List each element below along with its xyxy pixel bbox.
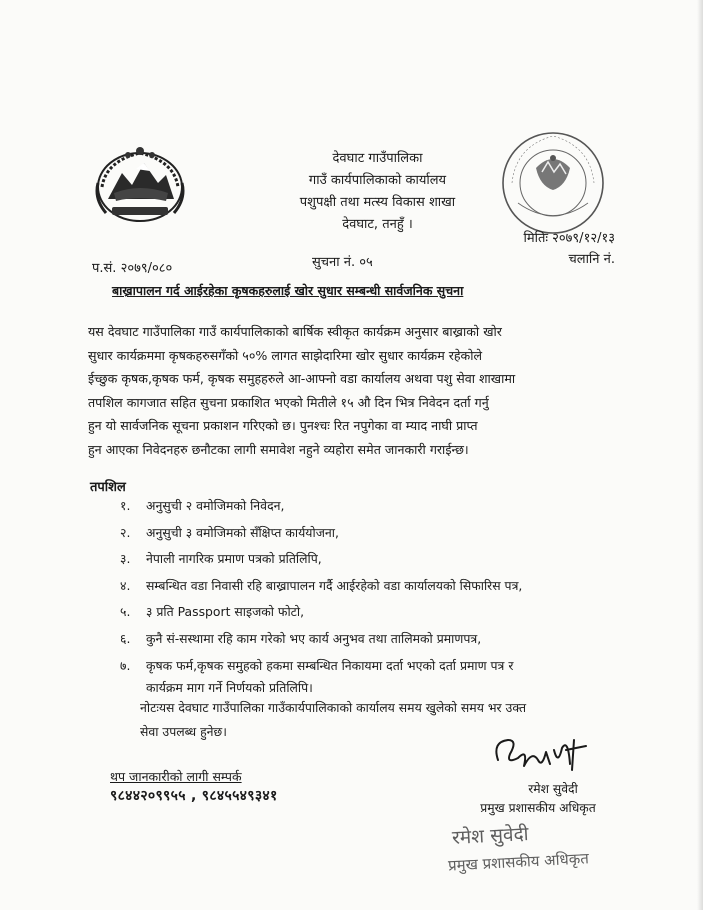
list-item bbox=[120, 599, 620, 626]
office-header bbox=[250, 148, 505, 236]
contact-phone-numbers: ९८४४२०९९५५ , ९८४५५४९३४१ bbox=[110, 788, 278, 804]
item-text: ३ प्रति Passport साइजको फोटो, bbox=[146, 604, 305, 619]
note-line: सेवा उपलब्ध हुनेछ। bbox=[140, 724, 227, 739]
section-name: पशुपक्षी तथा मत्स्य विकास शाखा bbox=[299, 195, 456, 210]
annex-list bbox=[120, 493, 620, 699]
item-text: अनुसुची २ वमोजिमको निवेदन, bbox=[146, 498, 285, 513]
notice-subject: बाख्रापालन गर्द आईरहेका कृषकहरुलाई खोर सुधार सम्बन्धी सार्वजनिक सुचना bbox=[112, 283, 464, 298]
item-text: सम्बन्धित वडा निवासी रहि बाख्रापालन गर्दै आईरहेको वडा कार्यालयको सिफारिस पत्र, bbox=[146, 577, 523, 593]
letter-date: मितिः २०७९/१२/१३ bbox=[523, 231, 615, 246]
dispatch-number: चलानि नं. bbox=[568, 252, 615, 267]
note-line: नोटःयस देवघाट गाउँपालिका गाउँकार्यपालिकाको कार्यालय समय खुलेको समय भर उक्त bbox=[140, 700, 527, 715]
item-number: ४. bbox=[120, 577, 131, 593]
signer-title: प्रमुख प्रशासकीय अधिकृत bbox=[480, 801, 596, 815]
notice-number: सुचना नं. ०५ bbox=[312, 255, 373, 270]
item-number: ७. bbox=[120, 658, 131, 673]
body-line: ईच्छुक कृषक,कृषक फर्म, कृषक समुहहरुले आ-आफ्नो वडा कार्यालय अथवा पशु सेवा शाखामा bbox=[88, 371, 516, 386]
item-number: ६. bbox=[120, 630, 131, 646]
office-name: गाउँ कार्यपालिकाको कार्यालय bbox=[308, 173, 447, 188]
signer-name: रमेश सुवेदी bbox=[528, 782, 578, 796]
list-item bbox=[120, 655, 620, 699]
notice-body bbox=[88, 320, 610, 461]
municipality-name: देवघाट गाउँपालिका bbox=[332, 151, 423, 166]
page-edge-shadow bbox=[697, 0, 703, 910]
item-text: अनुसुची ३ वमोजिमको सँक्षिप्त कार्ययोजना, bbox=[146, 524, 339, 540]
list-item bbox=[120, 493, 620, 520]
body-line: तपशिल कागजात सहित सुचना प्रकाशित भएको मितीले १५ औ दिन भित्र निवेदन दर्ता गर्नु bbox=[88, 394, 489, 410]
date-block bbox=[500, 228, 615, 270]
item-text: कुनै सं-सस्थामा रहि काम गरेको भए कार्य अनुभव तथा तालिमको प्रमाणपत्र, bbox=[146, 630, 482, 646]
item-number: १. bbox=[120, 498, 131, 513]
item-number: ३. bbox=[120, 551, 131, 566]
list-item bbox=[120, 626, 620, 653]
item-text: कृषक फर्म,कृषक समुहको हकमा सम्बन्धित निकायमा दर्ता भएको दर्ता प्रमाण पत्र र bbox=[146, 658, 514, 673]
title-stamp: प्रमुख प्रशासकीय अधिकृत bbox=[447, 849, 590, 875]
office-seal-stamp bbox=[498, 128, 608, 238]
contact-label: थप जानकारीको लागी सम्पर्क bbox=[110, 769, 242, 784]
body-line: हुन यो सार्वजनिक सूचना प्रकाशन गरिएको छ। पुनश्चः रित नपुगेका वा म्याद नाघी प्राप्त bbox=[88, 418, 478, 433]
list-item bbox=[120, 573, 620, 600]
body-line: हुन आएका निवेदनहरु छनौटका लागी समावेश नहुने व्यहोरा समेत जानकारी गराईन्छ। bbox=[88, 441, 469, 457]
handwritten-signature bbox=[488, 730, 598, 776]
item-text: नेपाली नागरिक प्रमाण पत्रको प्रतिलिपि, bbox=[146, 551, 322, 566]
list-item bbox=[120, 546, 620, 573]
name-stamp: रमेश सुवेदी bbox=[451, 823, 530, 849]
nepal-emblem-icon bbox=[92, 143, 188, 225]
body-line: यस देवघाट गाउँपालिका गाउँ कार्यपालिकाको बार्षिक स्वीकृत कार्यक्रम अनुसार बाख्राको खोर bbox=[88, 324, 502, 339]
item-text-continued: कार्यक्रम माग गर्ने निर्णयको प्रतिलिपि। bbox=[146, 680, 313, 695]
item-number: २. bbox=[120, 524, 131, 540]
reference-number: प.सं. २०७९/०८० bbox=[92, 261, 173, 276]
body-line: सुधार कार्यक्रममा कृषकहरुसगँको ५०% लागत साझेदारिमा खोर सुधार कार्यक्रम रहेकोले bbox=[88, 347, 483, 363]
office-address: देवघाट, तनहुँ । bbox=[342, 217, 413, 232]
item-number: ५. bbox=[120, 604, 131, 619]
list-item bbox=[120, 520, 620, 547]
annex-title: तपशिल bbox=[90, 480, 126, 495]
